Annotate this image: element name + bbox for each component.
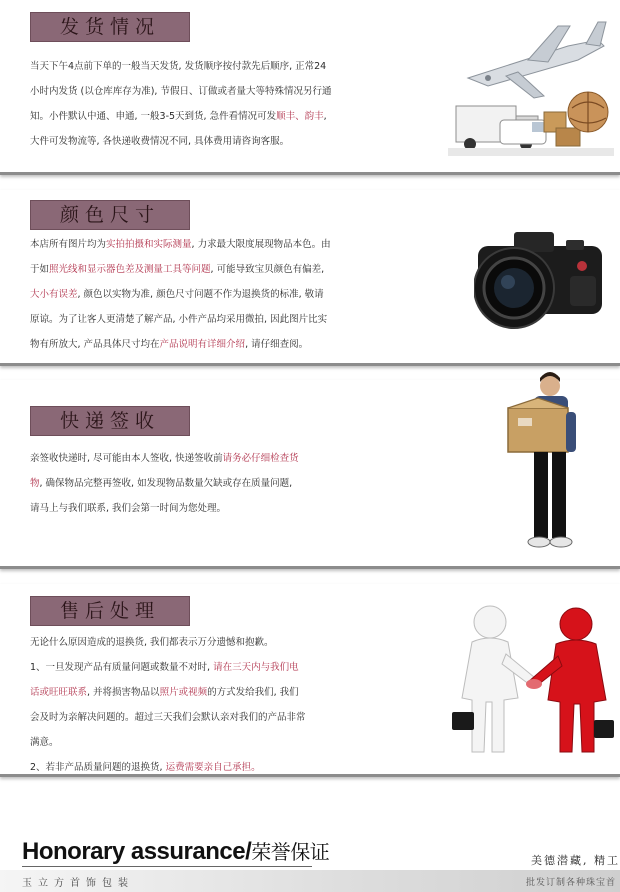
- body-text: 当天下午4点前下单的一般当天发货, 发货顺序按付款先后顺序, 正常24: [30, 61, 327, 72]
- body-text: 的方式发给我们, 我们: [207, 687, 299, 698]
- text-line: [30, 630, 446, 655]
- handshake-figures-icon: [448, 602, 616, 766]
- body-text: 无论什么原因造成的退换货, 我们都表示万分遗憾和抱歉。: [30, 637, 274, 648]
- footer-title-en: Honorary assurance: [22, 838, 246, 865]
- color-size-section: [0, 190, 620, 366]
- body-text: 会及时为亲解决问题的。超过三天我们会默认亲对我们的产品非常: [30, 712, 306, 723]
- body-text: 本店所有图片均为: [30, 239, 107, 250]
- highlight-text: 顺丰、韵丰: [276, 111, 324, 122]
- body-text: , 并将损害物品以: [87, 687, 160, 698]
- text-line: [30, 79, 440, 104]
- delivery-text: [30, 446, 444, 521]
- delivery-section: [0, 380, 620, 569]
- color-size-title: 颜色尺寸: [30, 200, 190, 230]
- body-text: 满意。: [30, 737, 59, 748]
- highlight-text: 照片或视频: [159, 687, 208, 698]
- body-text: 小时内发货 (以仓库库存为准), 节假日、订做或者量大等特殊情况另行通: [30, 86, 332, 97]
- delivery-title: 快递签收: [30, 406, 190, 436]
- footer-title-cn: 荣誉保证: [251, 840, 330, 864]
- body-text: 知。小件默认中通、申通, 一般3-5天到货, 急件看情况可发: [30, 111, 277, 122]
- highlight-text: 运费需要亲自己承担。: [165, 762, 261, 773]
- text-line: [30, 730, 446, 755]
- highlight-text: 产品说明有详细介绍: [159, 339, 246, 350]
- text-line: [30, 282, 444, 307]
- body-text: 大件可发物流等, 各快递收费情况不同, 具体费用请咨询客服。: [30, 136, 290, 147]
- footer-slogan: 美德潜藏, 精工: [531, 854, 620, 867]
- after-sales-text: [30, 630, 446, 780]
- color-size-text: [30, 232, 444, 357]
- body-text: , 可能导致宝贝颜色有偏差,: [210, 264, 325, 275]
- airplane-truck-globe-icon: [448, 16, 614, 156]
- text-line: [30, 307, 444, 332]
- body-text: 请马上与我们联系, 我们会第一时间为您处理。: [30, 503, 227, 514]
- shipping-text: [30, 54, 440, 154]
- text-line: [30, 655, 446, 680]
- highlight-text: 照光线和显示器色差及测量工具等问题: [49, 264, 211, 275]
- body-text: 于如: [30, 264, 50, 275]
- highlight-text: 实拍拍摄和实际测量: [106, 239, 192, 250]
- highlight-text: 请务必仔细检查货: [222, 453, 299, 464]
- text-line: [30, 104, 440, 129]
- text-line: [30, 332, 444, 357]
- text-line: [30, 446, 444, 471]
- text-line: [30, 257, 444, 282]
- footer-title: [22, 836, 329, 866]
- highlight-text: 请在三天内与我们电: [213, 662, 299, 673]
- body-text: 1、一旦发现产品有质量问题或数量不对时,: [30, 662, 214, 673]
- shipping-section: [0, 0, 620, 175]
- footer-title-sep: /: [245, 838, 252, 865]
- highlight-text: 物: [30, 478, 40, 489]
- body-text: , 确保物品完整再签收, 如发现物品数量欠缺或存在质量问题,: [39, 478, 293, 489]
- text-line: [30, 471, 444, 496]
- footer-divider: [22, 866, 312, 867]
- text-line: [30, 232, 444, 257]
- body-text: ,: [323, 111, 327, 122]
- body-text: , 请仔细查阅。: [245, 339, 309, 350]
- text-line: [30, 129, 440, 154]
- body-text: 亲签收快递时, 尽可能由本人签收, 快递签收前: [30, 453, 223, 464]
- body-text: 2、若非产品质量问题的退换货,: [30, 762, 166, 773]
- shipping-title: 发货情况: [30, 12, 190, 42]
- text-line: [30, 705, 446, 730]
- text-line: [30, 755, 446, 780]
- highlight-text: 大小有误差: [30, 289, 78, 300]
- footer-subtitle: 玉立方首饰包装: [22, 878, 134, 889]
- dslr-camera-icon: [474, 220, 606, 336]
- courier-with-box-icon: [496, 368, 596, 564]
- text-line: [30, 496, 444, 521]
- body-text: , 颜色以实物为准, 颜色尺寸问题不作为退换货的标准, 敬请: [77, 289, 324, 300]
- after-sales-section: [0, 584, 620, 777]
- footer-band-text: 批发订制各种珠宝首: [525, 878, 616, 888]
- body-text: 物有所放大, 产品具体尺寸均在: [30, 339, 160, 350]
- text-line: [30, 680, 446, 705]
- after-sales-title: 售后处理: [30, 596, 190, 626]
- highlight-text: 话或旺旺联系: [30, 687, 88, 698]
- body-text: 原谅。为了让客人更清楚了解产品, 小件产品均采用微拍, 因此图片比实: [30, 314, 328, 325]
- body-text: , 力求最大限度展现物品本色。由: [191, 239, 331, 250]
- text-line: [30, 54, 440, 79]
